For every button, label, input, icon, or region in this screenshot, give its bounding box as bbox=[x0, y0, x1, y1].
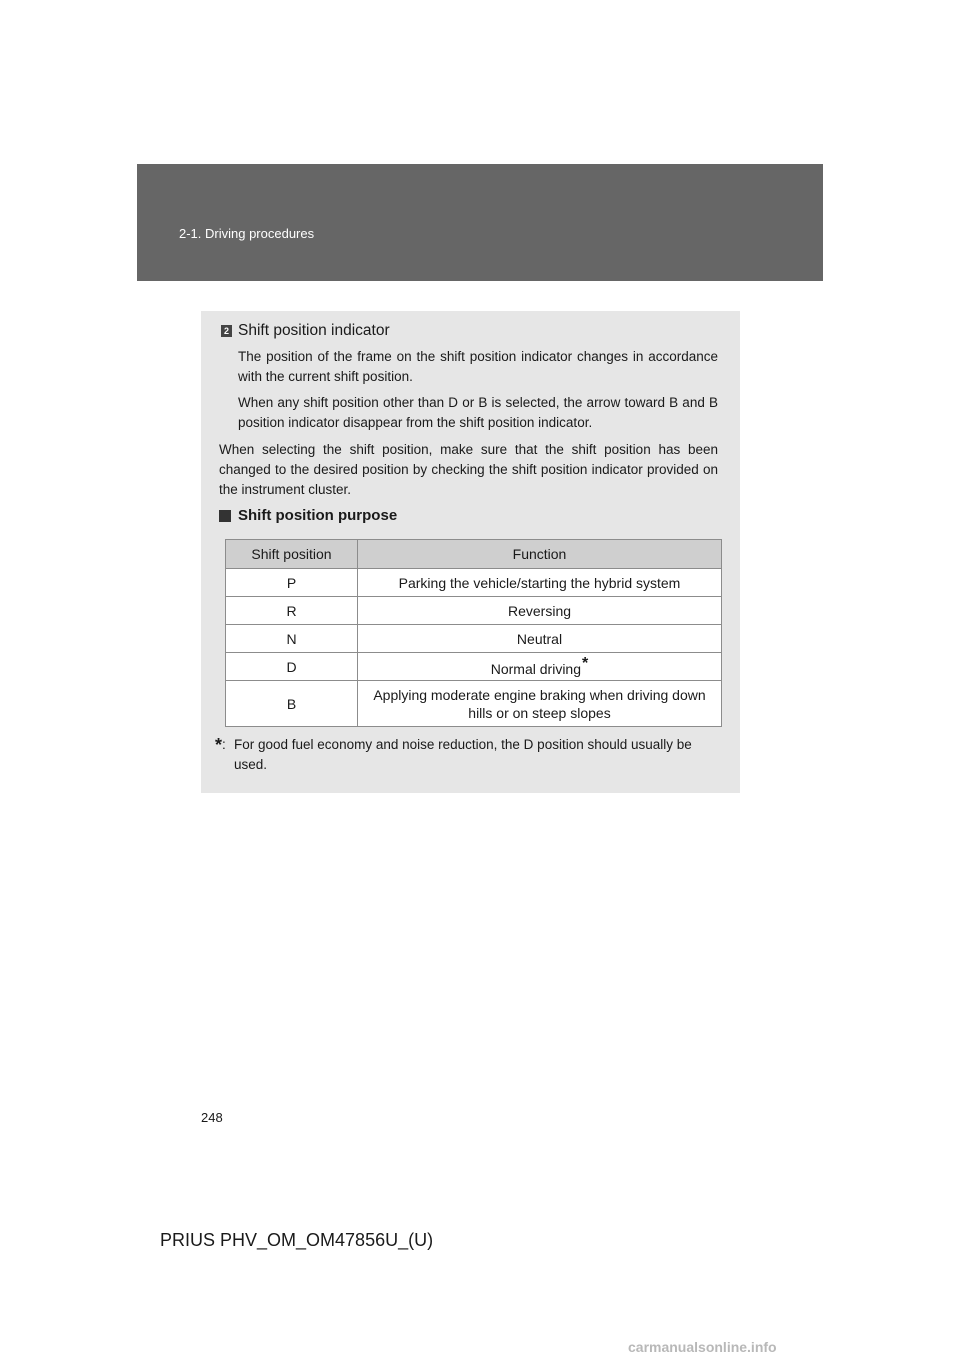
table-row bbox=[226, 653, 722, 681]
footnote-mark: *: bbox=[215, 735, 226, 755]
shift-position-cell: P bbox=[226, 569, 358, 597]
column-header: Shift position bbox=[226, 540, 358, 569]
shift-position-table bbox=[225, 539, 722, 727]
watermark: carmanualsonline.info bbox=[628, 1339, 777, 1355]
function-cell: Neutral bbox=[358, 625, 722, 653]
item-paragraph: The position of the frame on the shift position indicator changes in accordance with the current shift position. bbox=[238, 349, 718, 384]
item-paragraph: When any shift position other than D or B is selected, the arrow toward B and B position indicator disappear from the shift position indicator. bbox=[238, 395, 718, 430]
column-header: Function bbox=[358, 540, 722, 569]
header-band bbox=[137, 164, 823, 281]
table-header-row bbox=[226, 540, 722, 569]
shift-position-cell: D bbox=[226, 653, 358, 681]
document-code: PRIUS PHV_OM_OM47856U_(U) bbox=[160, 1230, 434, 1250]
footnote-text: For good fuel economy and noise reduction, the D position should usually be used. bbox=[234, 737, 692, 772]
content-panel bbox=[201, 311, 740, 793]
footnote bbox=[215, 735, 718, 775]
page-number: 248 bbox=[201, 1110, 223, 1125]
item-number-badge: 2 bbox=[221, 325, 232, 337]
subsection-heading bbox=[219, 507, 397, 524]
item-title: Shift position indicator bbox=[238, 322, 390, 339]
table-row bbox=[226, 569, 722, 597]
square-bullet-icon bbox=[219, 510, 231, 522]
footnote-marker: * bbox=[582, 655, 589, 672]
note-paragraph: When selecting the shift position, make sure that the shift position has been changed to the desired position by checking the shift position indicator provided on the instrument cluster. bbox=[219, 442, 718, 497]
table-row bbox=[226, 681, 722, 727]
function-cell bbox=[358, 653, 722, 681]
function-cell: Applying moderate engine braking when driving down hills or on steep slopes bbox=[358, 681, 722, 727]
shift-position-cell: N bbox=[226, 625, 358, 653]
function-text: Normal driving bbox=[490, 661, 581, 677]
table-row bbox=[226, 597, 722, 625]
shift-position-cell: R bbox=[226, 597, 358, 625]
table-row bbox=[226, 625, 722, 653]
subsection-title: Shift position purpose bbox=[238, 507, 398, 524]
function-cell: Parking the vehicle/starting the hybrid system bbox=[358, 569, 722, 597]
shift-position-cell: B bbox=[226, 681, 358, 727]
section-title: 2-1. Driving procedures bbox=[179, 226, 315, 241]
item-heading bbox=[221, 322, 390, 340]
function-cell: Reversing bbox=[358, 597, 722, 625]
